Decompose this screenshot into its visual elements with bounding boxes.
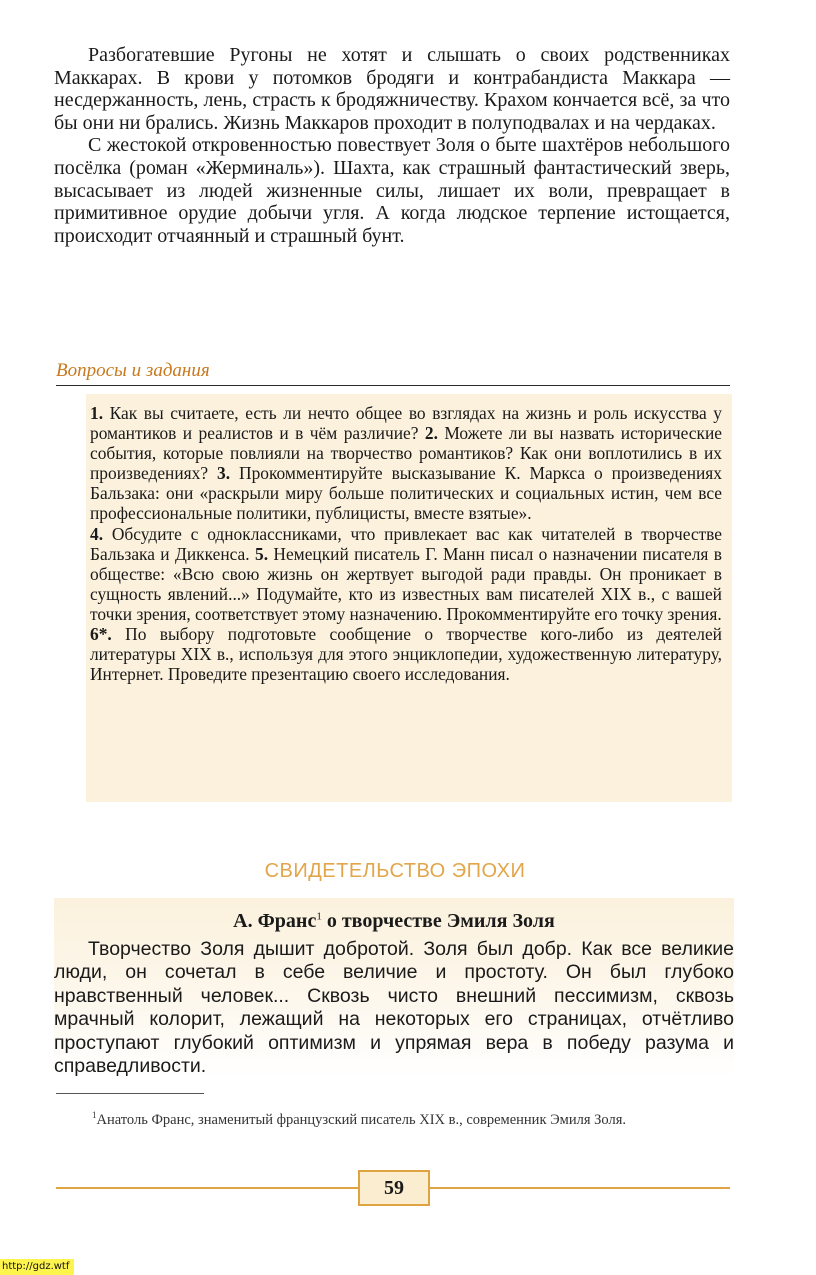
- main-text: [54, 44, 730, 247]
- page-number-rule-right: [430, 1187, 730, 1189]
- question-text: Можете ли вы назвать исторические события, которые повлияли на творчество романтиков? Как они воплотились в их произведениях?: [90, 423, 722, 484]
- question-text: Немецкий писатель Г. Манн писал о назначении писателя в обществе: «Всю свою жизнь он жертвует выгодой ради правды. Он проникает в сущность явлений...» Подумайте, кто из известных вам писателей XIX в., с вашей точки зрения, соответствует этому назначению. Прокомментируйте его точку зрения.: [90, 543, 722, 624]
- paragraph-germinal: С жестокой откровенностью повествует Золя о быте шахтёров небольшого посёлка (роман «Жерминаль»). Шахта, как страшный фантастический зверь, высасывает из людей жизненные силы, лишает их воли, превращает в примитивное орудие добычи угля. А когда людское терпение истощается, происходит отчаянный и страшный бунт.: [54, 134, 730, 247]
- question-number: 3.: [217, 463, 231, 484]
- questions-text: [90, 403, 722, 684]
- epoch-section-title: СВИДЕТЕЛЬСТВО ЭПОХИ: [264, 860, 526, 882]
- question-number: 5.: [255, 543, 269, 564]
- question-number: 6*.: [90, 624, 112, 645]
- page-number-rule-left: [56, 1187, 358, 1189]
- footnote-divider: [56, 1093, 204, 1094]
- quote-heading-rest: о творчестве Эмиля Золя: [321, 910, 555, 932]
- question-text: Как вы считаете, есть ли нечто общее во взглядах на жизнь и роль искусства у романтиков и реалистов и в чём различие?: [90, 403, 722, 444]
- page-number: 59: [358, 1170, 430, 1206]
- watermark-link[interactable]: http://gdz.wtf: [0, 1259, 74, 1275]
- footnote-text: Анатоль Франс, знаменитый французский писатель XIX в., современник Эмиля Золя.: [96, 1111, 627, 1128]
- epoch-quote-heading: [54, 910, 734, 933]
- questions-header: Вопросы и задания: [56, 360, 730, 386]
- question-text: Обсудите с одноклассниками, что привлекает вас как читателей в творчестве Бальзака и Диккенса.: [90, 523, 722, 564]
- footnote-ref: 1: [92, 1110, 97, 1120]
- footnote: [56, 1104, 732, 1131]
- question-number: 4.: [90, 523, 104, 544]
- epoch-quote-text: Творчество Золя дышит добротой. Золя был добр. Как все великие люди, он сочетал в себе величие и простоту. Он был глубоко нравственный человек... Сквозь чисто внешний пессимизм, сквозь мрачный колорит, лежащий на некоторых его страницах, отчётливо проступают глубокий оптимизм и упрямая вера в победу разума и справедливости.: [54, 938, 734, 1078]
- question-number: 2.: [424, 423, 438, 444]
- quote-author: А. Франс: [233, 910, 317, 932]
- question-text: Прокомментируйте высказывание К. Маркса о произведениях Бальзака: они «раскрыли миру больше политических и социальных истин, чем все профессиональные политики, публицисты, вместе взятые».: [90, 463, 722, 524]
- question-number: 1.: [90, 403, 104, 423]
- paragraph-rougons: Разбогатевшие Ругоны не хотят и слышать о своих родственниках Маккарах. В крови у потомков бродяги и контрабандиста Маккара — несдержанность, лень, страсть к бродяжничеству. Крахом кончается всё, за что бы они ни брались. Жизнь Маккаров проходит в полуподвалах и на чердаках.: [54, 44, 730, 134]
- footnote-marker: 1: [316, 910, 322, 923]
- questions-box: [86, 394, 732, 802]
- question-text: По выбору подготовьте сообщение о творчестве кого-либо из деятелей литературы XIX в., используя для этого энциклопедии, художественную литературу, Интернет. Проведите презентацию своего исследования.: [90, 624, 722, 685]
